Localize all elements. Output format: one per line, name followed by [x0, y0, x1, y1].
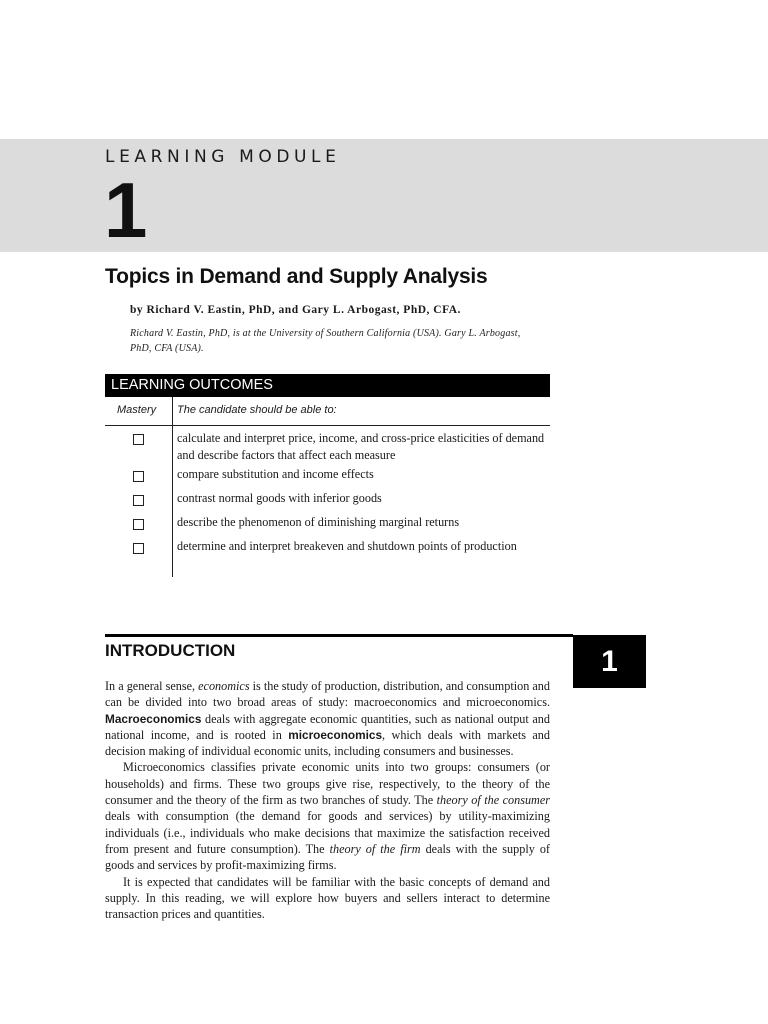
- bold-term: Macroeconomics: [105, 711, 202, 726]
- module-label: LEARNING MODULE: [105, 147, 341, 167]
- mastery-checkbox[interactable]: [133, 519, 144, 530]
- text-run: is the study of production, distribution, and consumption and can be divided into two broad areas of study: macroeconomics and microeconomics.: [105, 679, 550, 710]
- text-run: deals with the supply of goods and services by profit-maximizing firms.: [105, 841, 550, 873]
- learning-outcome-item: describe the phenomenon of diminishing marginal returns: [177, 515, 460, 529]
- outcome-column-header: The candidate should be able to:: [177, 404, 337, 416]
- learning-outcome-item: determine and interpret breakeven and shutdown points of production: [177, 539, 517, 553]
- byline: by Richard V. Eastin, PhD, and Gary L. Arbogast, PhD, CFA.: [130, 304, 461, 316]
- mastery-checkbox[interactable]: [133, 434, 144, 445]
- italic-term: economics: [198, 679, 250, 693]
- author-affiliation: Richard V. Eastin, PhD, is at the University of Southern California (USA). Gary L. Arbogast, PhD, CFA (USA).: [130, 328, 521, 354]
- learning-outcome-item: calculate and interpret price, income, and cross-price elasticities of demand and describe factors that affect each measure: [177, 431, 545, 462]
- table-divider-vertical: [172, 397, 173, 577]
- mastery-checkbox[interactable]: [133, 543, 144, 554]
- italic-term: theory of the firm: [329, 841, 421, 856]
- text-run: , which deals with markets and decision making of individual economic units, including consumers and businesses.: [105, 727, 550, 759]
- text-run: Microeconomics classifies private economic units into two groups: consumers (or households) and firms. These two groups give rise, respectively, to the theory of the consumer and the theory of the firm as two branches of study. The: [105, 760, 550, 808]
- page-title: Topics in Demand and Supply Analysis: [105, 265, 488, 288]
- mastery-checkbox[interactable]: [133, 471, 144, 482]
- table-divider-horizontal: [105, 425, 550, 426]
- learning-outcome-item: contrast normal goods with inferior goods: [177, 491, 382, 505]
- bold-term: microeconomics: [288, 727, 383, 742]
- text-run: deals with aggregate economic quantities, such as national output and national income, and is rooted in: [105, 711, 550, 742]
- learning-outcome-item: compare substitution and income effects: [177, 467, 374, 481]
- paragraph: [105, 678, 550, 759]
- text-run: deals with consumption (the demand for goods and services) by utility-maximizing individuals (i.e., individuals who make decisions that maximize the satisfaction received from present and future consumption). The: [105, 809, 550, 856]
- paragraph: [105, 759, 550, 873]
- section-rule: [105, 634, 573, 637]
- paragraph: It is expected that candidates will be familiar with the basic concepts of demand and supply. In this reading, we will explore how buyers and sellers interact to determine transaction prices and quantities.: [105, 874, 550, 922]
- text-run: In a general sense,: [105, 679, 199, 693]
- section-number-badge: 1: [573, 635, 646, 688]
- introduction-body: [105, 678, 550, 922]
- mastery-column-header: Mastery: [117, 404, 157, 416]
- module-number: 1: [104, 166, 148, 254]
- mastery-checkbox[interactable]: [133, 495, 144, 506]
- section-heading: INTRODUCTION: [105, 641, 236, 660]
- italic-term: theory of the consumer: [436, 793, 550, 808]
- learning-outcomes-header: LEARNING OUTCOMES: [105, 374, 550, 397]
